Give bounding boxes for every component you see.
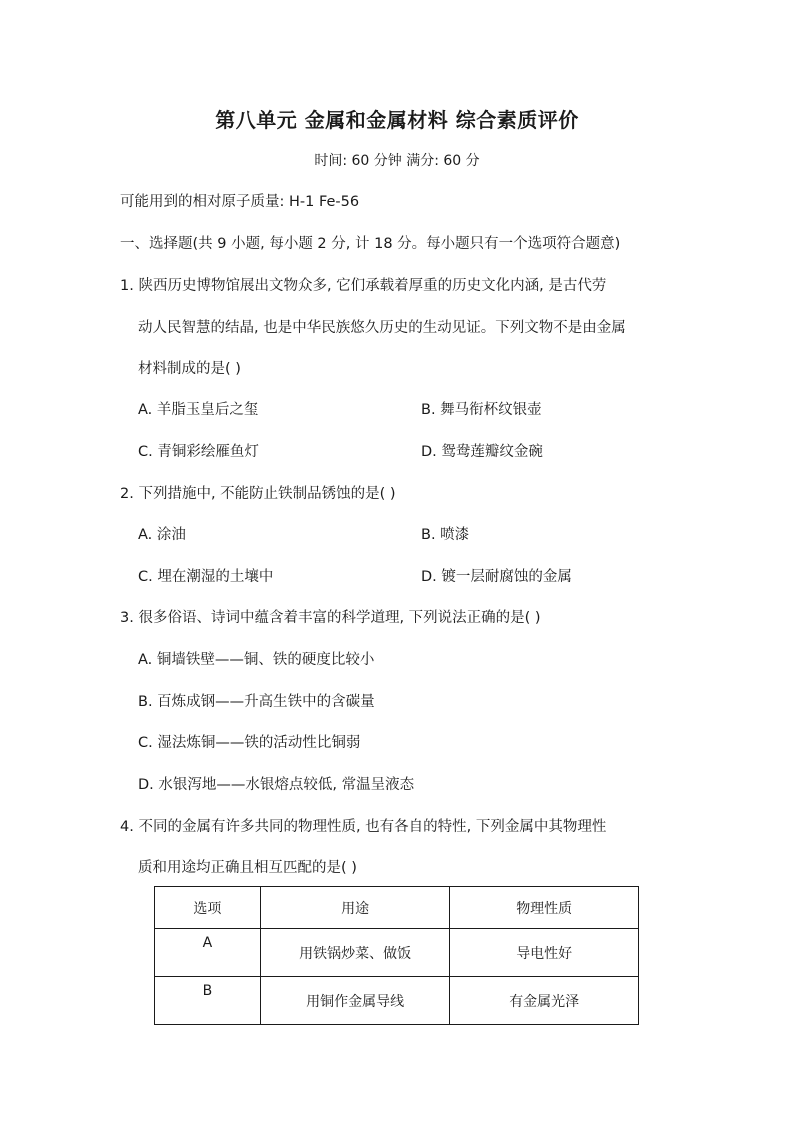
- question-2-line-1: 2. 下列措施中, 不能防止铁制品锈蚀的是( ): [120, 486, 396, 502]
- question-2-option-c: C. 埋在潮湿的土壤中: [138, 569, 274, 585]
- section-heading: 一、选择题(共 9 小题, 每小题 2 分, 计 18 分。每小题只有一个选项符合题意): [120, 236, 621, 252]
- question-3-option-a: A. 铜墙铁壁——铜、铁的硬度比较小: [138, 652, 375, 668]
- table-cell: 用铜作金属导线: [260, 977, 450, 1025]
- exam-time-score: 时间: 60 分钟 满分: 60 分: [314, 153, 480, 169]
- table-cell: 导电性好: [450, 929, 639, 977]
- table-header-cell: 用途: [260, 887, 450, 929]
- question-2-option-a: A. 涂油: [138, 527, 186, 543]
- table-cell: 用铁锅炒菜、做饭: [260, 929, 450, 977]
- question-4-line-2: 质和用途均正确且相互匹配的是( ): [138, 860, 357, 876]
- table-row: [155, 977, 639, 1025]
- question-3-option-b: B. 百炼成钢——升高生铁中的含碳量: [138, 694, 375, 710]
- table-cell: 有金属光泽: [450, 977, 639, 1025]
- question-1-line-1: 1. 陕西历史博物馆展出文物众多, 它们承载着厚重的历史文化内涵, 是古代劳: [120, 278, 607, 294]
- question-2-option-d: D. 镀一层耐腐蚀的金属: [421, 569, 572, 585]
- question-1-option-c: C. 青铜彩绘雁鱼灯: [138, 444, 259, 460]
- table-cell: A: [155, 929, 261, 977]
- question-4-table: [154, 886, 639, 1025]
- question-4-line-1: 4. 不同的金属有许多共同的物理性质, 也有各自的特性, 下列金属中其物理性: [120, 819, 607, 835]
- atomic-mass-note: 可能用到的相对原子质量: H-1 Fe-56: [120, 194, 360, 210]
- question-1-line-2: 动人民智慧的结晶, 也是中华民族悠久历史的生动见证。下列文物不是由金属: [138, 320, 626, 336]
- question-1-line-3: 材料制成的是( ): [138, 361, 241, 377]
- table-header-row: [155, 887, 639, 929]
- table-row: [155, 929, 639, 977]
- question-2-option-b: B. 喷漆: [421, 527, 470, 543]
- question-1-option-b: B. 舞马衔杯纹银壶: [421, 402, 542, 418]
- table-header-cell: 选项: [155, 887, 261, 929]
- question-1-option-d: D. 鸳鸯莲瓣纹金碗: [421, 444, 543, 460]
- question-3-line-1: 3. 很多俗语、诗词中蕴含着丰富的科学道理, 下列说法正确的是( ): [120, 610, 541, 626]
- exam-title: 第八单元 金属和金属材料 综合素质评价: [215, 108, 579, 132]
- question-3-option-c: C. 湿法炼铜——铁的活动性比铜弱: [138, 735, 361, 751]
- table-header-cell: 物理性质: [450, 887, 639, 929]
- question-1-option-a: A. 羊脂玉皇后之玺: [138, 402, 259, 418]
- table-cell: B: [155, 977, 261, 1025]
- question-3-option-d: D. 水银泻地——水银熔点较低, 常温呈液态: [138, 777, 415, 793]
